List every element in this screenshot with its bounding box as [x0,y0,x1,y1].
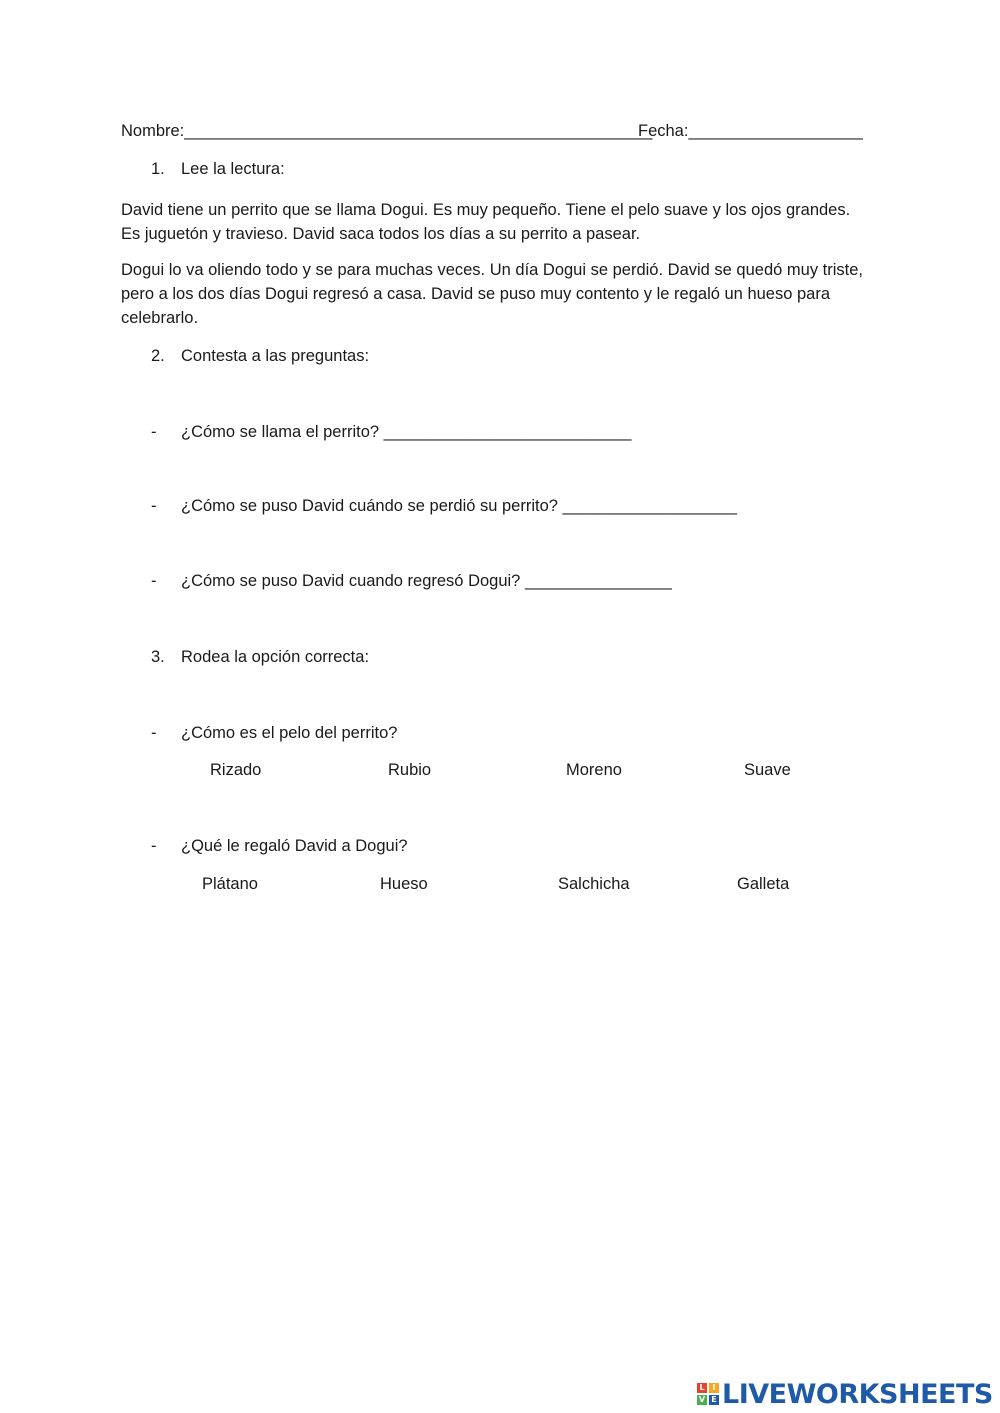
question-david-lost[interactable]: ¿Cómo se puso David cuándo se perdió su perrito? ___________________ [181,497,737,515]
section-3-number: 3. [151,648,165,666]
option-rubio[interactable]: Rubio [388,761,432,779]
question-david-returned[interactable]: ¿Cómo se puso David cuando regresó Dogui? ________________ [181,572,672,590]
reading-p2-line3: celebrarlo. [121,309,199,327]
section-2-number: 2. [151,347,165,365]
reading-paragraph-2 [121,258,901,330]
section-1-title: Lee la lectura: [181,160,285,178]
logo-square: L [697,1383,707,1393]
reading-p2-line1: Dogui lo va oliendo todo y se para muchas veces. Un día Dogui se perdió. David se quedó muy triste, [121,261,863,279]
question-dash: - [151,423,157,441]
logo-square: I [709,1383,719,1393]
question-dash: - [151,724,157,742]
question-hair: ¿Cómo es el pelo del perrito? [181,724,398,742]
option-hueso[interactable]: Hueso [380,875,428,893]
reading-paragraph-1 [121,198,901,246]
section-3-title: Rodea la opción correcta: [181,648,370,666]
question-dash: - [151,572,157,590]
fecha-line: Fecha:___________________ [638,122,863,140]
logo-text: LIVEWORKSHEETS [722,1378,993,1410]
logo-square: E [709,1395,719,1405]
liveworksheets-logo [697,1378,993,1410]
option-rizado[interactable]: Rizado [210,761,262,779]
question-dog-name[interactable]: ¿Cómo se llama el perrito? ___________________________ [181,423,632,441]
section-2-title: Contesta a las preguntas: [181,347,370,365]
option-suave[interactable]: Suave [744,761,791,779]
reading-p1-line1: David tiene un perrito que se llama Dogui. Es muy pequeño. Tiene el pelo suave y los ojos grandes. [121,201,851,219]
logo-square: V [698,1395,706,1404]
question-dash: - [151,837,157,855]
option-salchicha[interactable]: Salchicha [558,875,630,893]
question-gift: ¿Qué le regaló David a Dogui? [181,837,408,855]
logo-squares-icon [697,1383,719,1405]
option-galleta[interactable]: Galleta [737,875,790,893]
reading-p1-line2: Es juguetón y travieso. David saca todos los días a su perrito a pasear. [121,225,641,243]
option-platano[interactable]: Plátano [202,875,258,893]
reading-p2-line2: pero a los dos días Dogui regresó a casa. David se puso muy contento y le regaló un hueso para [121,285,831,303]
question-dash: - [151,497,157,515]
option-moreno[interactable]: Moreno [566,761,622,779]
nombre-line: Nombre:___________________________________________________ [121,122,653,140]
section-1-number: 1. [151,160,165,178]
